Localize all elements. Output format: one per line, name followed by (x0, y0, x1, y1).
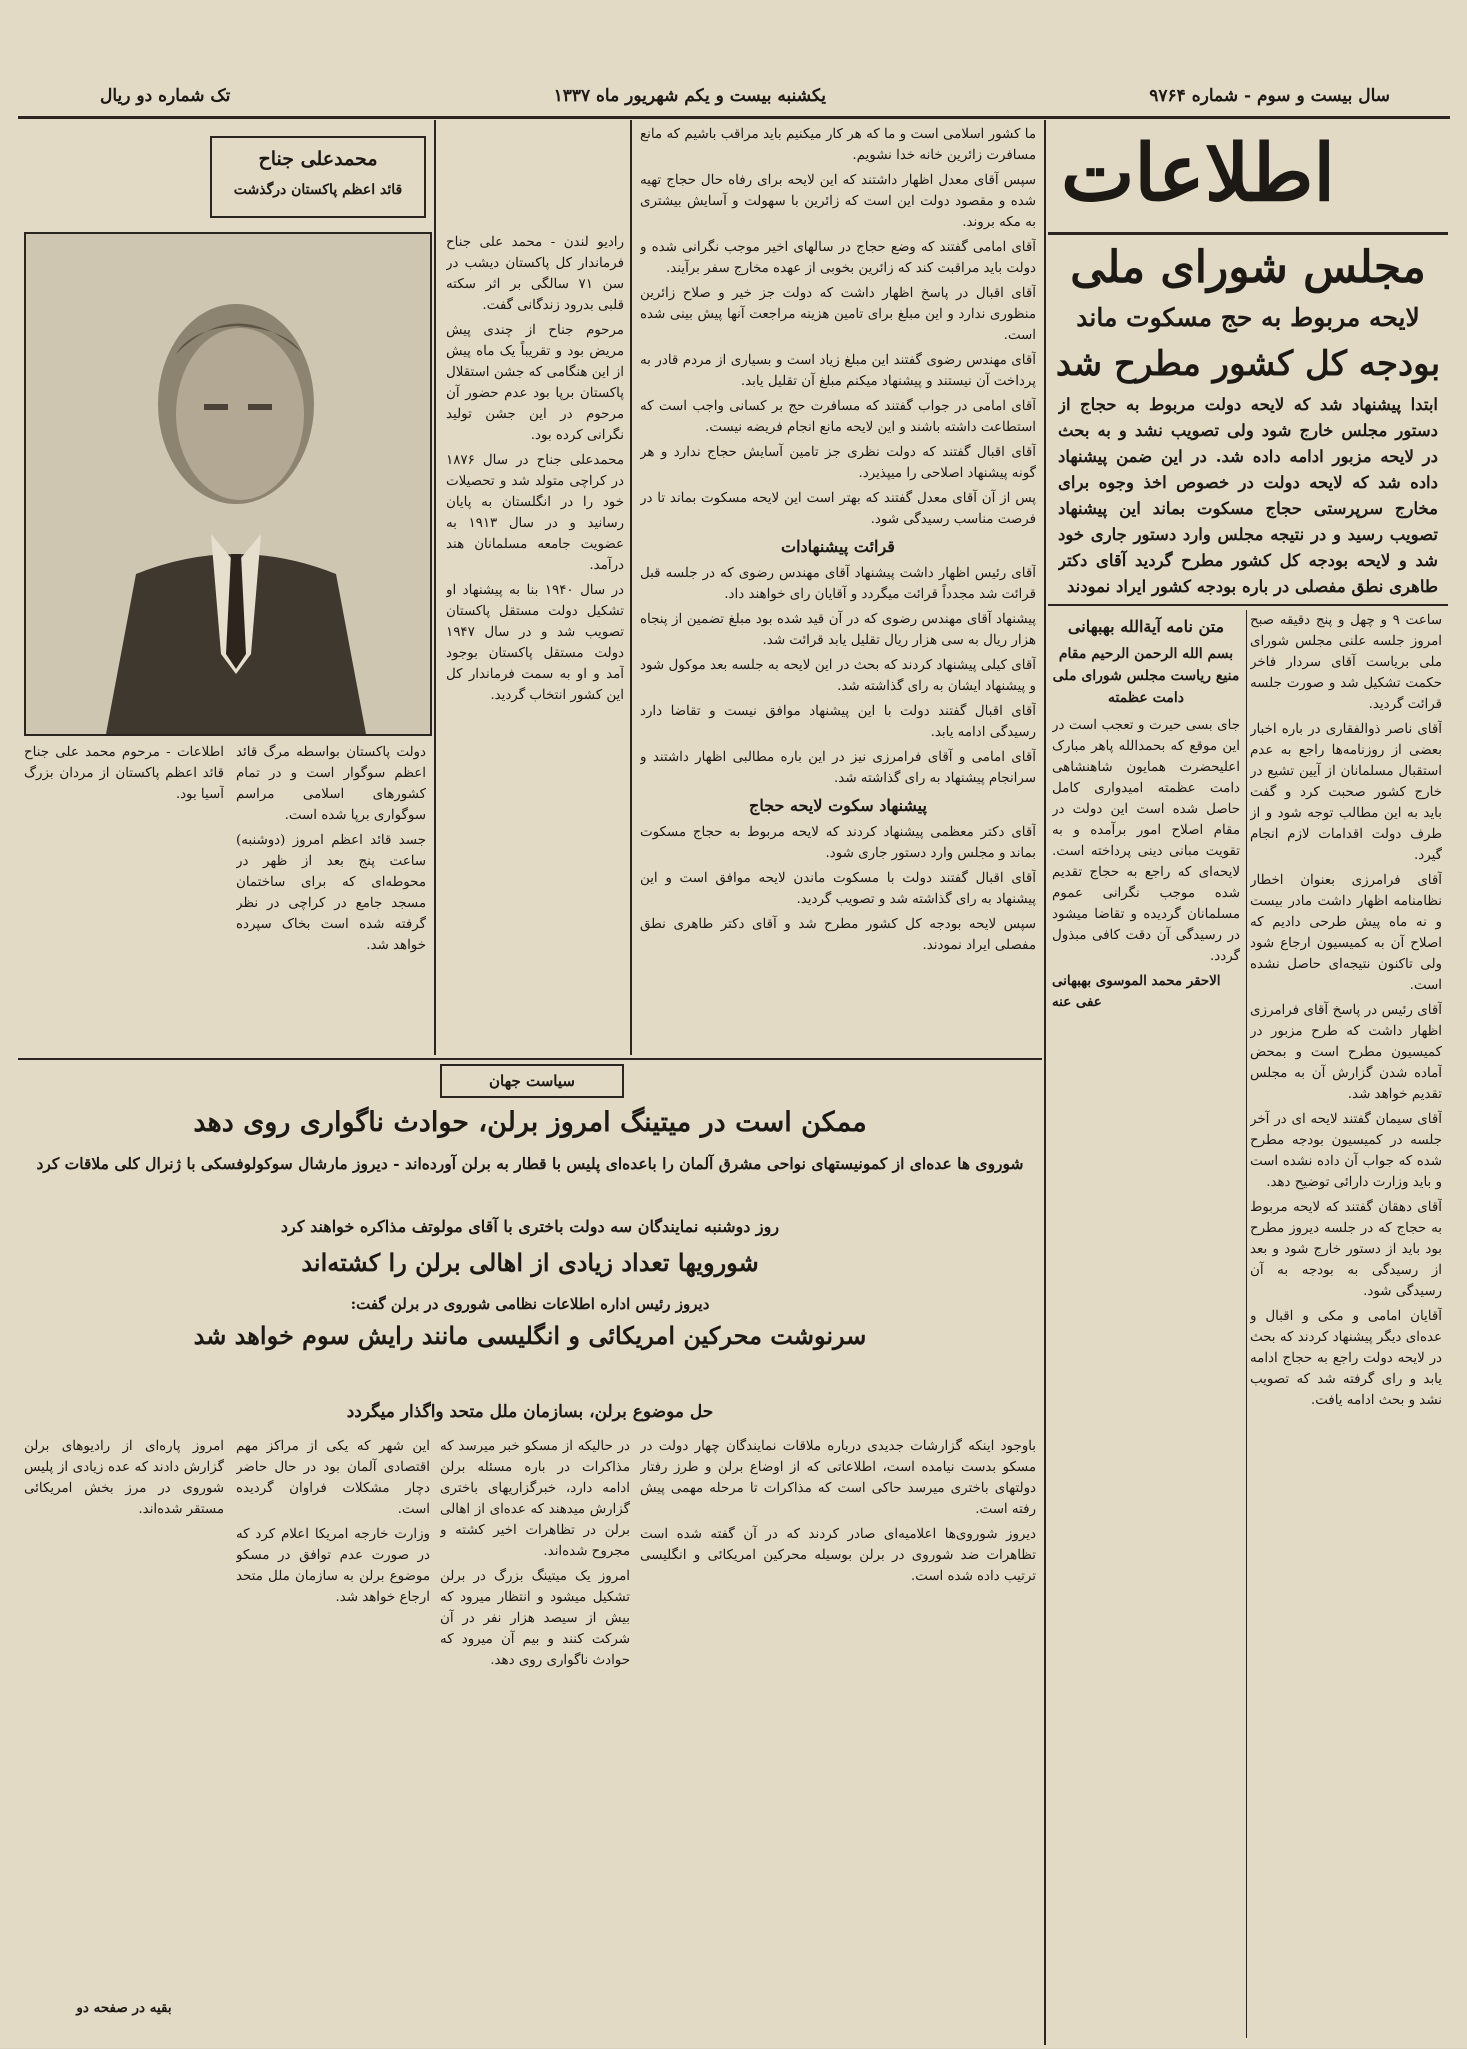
world-column-3 (236, 1436, 430, 2036)
paragraph: آقای دهقان گفتند که لایحه مربوط به حجاج که در جلسه دیروز مطرح بود باید از دستور خارج شود و بعد از رسیدگی به بودجه به آن رسیدگی شود. (1250, 1200, 1442, 1299)
paragraph: آقای اقبال گفتند که دولت نظری جز تامین آسایش حجاج ندارد و هر گونه پیشنهاد اصلاحی را میپذیرد. (640, 445, 1036, 481)
paragraph: آقای اقبال گفتند دولت با این پیشنهاد موافق نیست و تقاضا دارد رسیدگی ادامه یابد. (640, 704, 1036, 740)
paragraph: ساعت ۹ و چهل و پنج دقیقه صبح امروز جلسه علنی مجلس شورای ملی بریاست آقای سردار فاخر حکمت تشکیل شد و صورت جلسه قرائت گردید. (1250, 613, 1442, 712)
majlis-lead: ابتدا پیشنهاد شد که لایحه دولت مربوط به حجاج از دستور مجلس خارج شود ولی تصویب نشد و به بحث در لایحه مزبور ادامه داده شد. در این ضمن پیشنهاد داده شد که لایحه دولت در خصوص اخذ وجوه برای مخارج سرپرستی حجاج مسکوت بماند این پیشنهاد تصویب رسید و در نتیجه مجلس وارد دستور جاری خود شد و لایحه بودجه کل کشور مطرح گردید آقای دکتر طاهری نطق مفصلی در باره بودجه کشور ایراد نمودند (1058, 395, 1438, 596)
paragraph: آقای دکتر معظمی پیشنهاد کردند که لایحه مربوط به حجاج مسکوت بماند و مجلس وارد دستور جاری شود. (640, 825, 1036, 861)
continued-note: بقیه در صفحه دو (76, 2000, 172, 2016)
column-rule (434, 120, 436, 1055)
masthead-rule (1048, 232, 1448, 235)
paragraph: آقای کیلی پیشنهاد کردند که بحث در این لایحه به جلسه بعد موکول شود و پیشنهاد ایشان به رای گذاشته شد. (640, 658, 1036, 694)
majlis-column-right (1250, 610, 1442, 2038)
majlis-headline-1: لایحه مربوط به حج مسکوت ماند (1076, 303, 1420, 332)
paragraph: ما کشور اسلامی است و ما که هر کار میکنیم باید مراقب باشیم که مانع مسافرت زائرین خانه خدا نشویم. (640, 127, 1036, 163)
paragraph: امروز یک میتینگ بزرگ در برلن تشکیل میشود و انتظار میرود که بیش از سیصد هزار نفر در آن شرکت کنند و بیم آن میرود که حوادث ناگواری روی دهد. (440, 1569, 630, 1668)
world-column-2 (440, 1436, 630, 2036)
world-column-1 (640, 1436, 1036, 2036)
paragraph: آقای اقبال گفتند دولت با مسکوت ماندن لایحه موافق است و این پیشنهاد به رای گذاشته شد و تصویب گردید. (640, 871, 1036, 907)
paragraph: محمدعلی جناح در سال ۱۸۷۶ در کراچی متولد شد و تحصیلات خود را در انگلستان به پایان رسانید و در سال ۱۹۱۳ به عضویت جامعه مسلمانان هند درآمد. (446, 453, 624, 573)
column-rule (1044, 120, 1046, 2045)
issue-date: یکشنبه بیست و یکم شهریور ماه ۱۳۳۷ (553, 86, 827, 106)
paragraph: در حالیکه از مسکو خبر میرسد که مذاکرات در باره مسئله برلن ادامه دارد، خبرگزاریهای باختری گزارش میدهند که عده‌ای از اهالی برلن در تظاهرات اخیر کشته و مجروح شده‌اند. (440, 1439, 630, 1559)
column-rule (630, 120, 632, 1055)
paragraph: آقای فرامرزی بعنوان اخطار نظامنامه اظهار داشت مادر بیست و نه ماه پیش طرحی دادیم که اصلاح آن به کمیسیون ارجاع شود ولی تاکنون نتیجه‌ای حاصل نشده است. (1250, 873, 1442, 993)
paragraph: آقایان امامی و مکی و اقبال و عده‌ای دیگر پیشنهاد کردند که بحث در لایحه دولت راجع به حجاج ادامه یابد و رای گرفته شد که تصویب نشد و بحث ادامه یافت. (1250, 1309, 1442, 1408)
obituary-column-right (446, 232, 624, 1042)
lead-rule (1048, 604, 1448, 606)
world-headline-3: روز دوشنبه نمایندگان سه دولت باختری با آقای مولوتف مذاکره خواهند کرد (280, 1217, 780, 1236)
issue-header (100, 78, 1390, 114)
paragraph: جسد قائد اعظم امروز (دوشنبه) ساعت پنج بعد از ظهر در محوطه‌ای که برای ساختمان مسجد جامع در کراچی در نظر گرفته شده است بخاک سپرده خواهد شد. (236, 833, 426, 953)
obituary-title: محمدعلی جناح (258, 148, 378, 170)
obituary-subtitle: قائد اعظم پاکستان درگذشت (233, 182, 403, 198)
paragraph: سپس لایحه بودجه کل کشور مطرح شد و آقای دکتر طاهری نطق مفصلی ایراد نمودند. (640, 917, 1036, 953)
paragraph: اطلاعات - مرحوم محمد علی جناح قائد اعظم پاکستان از مردان بزرگ آسیا بود. (24, 745, 224, 802)
letter-salutation: بسم الله الرحمن الرحیم مقام منیع ریاست مجلس شورای ملی دامت عظمته (1052, 646, 1240, 706)
letter-body: جای بسی حیرت و تعجب است در این موقع که بحمدالله پاهر مبارک اعلیحضرت همایون شاهنشاهی دامت عظمته امیدواری کامل حاصل شده است این دولت در مقام اصلاح امور برآمده و به تقویت مبانی دینی پرداخته است. لایحه‌ای که راجع به حجاج تقدیم شده موجب نگرانی عموم مسلمانان گردیده و تقاضا میشود در رسیدگی آن دقت کافی مبذول گردد. (1052, 718, 1240, 964)
world-headline-1: ممکن است در میتینگ امروز برلن، حوادث ناگواری روی دهد (193, 1107, 867, 1138)
subhead-hajj: پیشنهاد سکوت لایحه حجاج (749, 796, 927, 815)
section-label: سیاست جهان (440, 1064, 624, 1098)
paragraph: دیروز شوروی‌ها اعلامیه‌ای صادر کردند که در آن گفته شده است تظاهرات ضد شوروی در برلن بوسیله محرکین امریکائی و انگلیسی ترتیب داده شده است. (640, 1527, 1036, 1584)
issue-number: سال بیست و سوم - شماره ۹۷۶۴ (1149, 86, 1390, 106)
world-headline-2: شوروی ها عده‌ای از کمونیستهای نواحی مشرق آلمان را باعده‌ای پلیس با قطار به برلن آورده‌اند - دیروز مارشال سوکولوفسکی با ژنرال کلی ملاقات کرد (36, 1154, 1024, 1173)
paragraph: این شهر که یکی از مراکز مهم اقتصادی آلمان بود در حال حاضر دچار مشکلات فراوان گردیده است. (236, 1439, 430, 1517)
issue-price: تک شماره دو ریال (100, 86, 231, 106)
subhead-proposals: قرائت پیشنهادات (781, 537, 895, 556)
paragraph: آقای سیمان گفتند لایحه ای در آخر جلسه در کمیسیون بودجه مطرح شده که جواب آن داده نشده است و باید وزارت دارائی توضیح دهد. (1250, 1112, 1442, 1190)
majlis-column-left (1052, 610, 1240, 2038)
paragraph: آقای رئیس اظهار داشت پیشنهاد آقای مهندس رضوی که در جلسه قبل قرائت شد مجدداً قرائت میگردد و آقایان رای خواهند داد. (640, 566, 1036, 602)
paragraph: آقای ناصر ذوالفقاری در باره اخبار بعضی از روزنامه‌ها راجع به عدم استقبال مسلمانان از آیین تشیع در خارج کشور صحبت کرد و گفت باید به این مطالب توجه شود و از طرف دولت اقدامات لازم انجام گیرد. (1250, 722, 1442, 863)
letter-signature: الاحقر محمد الموسوی بهبهانی عفی عنه (1052, 973, 1221, 1010)
portrait-image (26, 234, 430, 734)
world-quote: سرنوشت محرکین امریکائی و انگلیسی مانند رایش سوم خواهد شد (193, 1321, 867, 1350)
world-quote-lead: دیروز رئیس اداره اطلاعات نظامی شوروی در برلن گفت: (350, 1295, 710, 1313)
paragraph: پس از آن آقای معدل گفتند که بهتر است این لایحه مسکوت بماند تا در فرصت مناسب رسیدگی شود. (640, 491, 1036, 527)
world-headline-4: شورویها تعداد زیادی از اهالی برلن را کشته‌اند (301, 1248, 759, 1277)
column-rule (1246, 610, 1247, 2038)
paragraph: باوجود اینکه گزارشات جدیدی درباره ملاقات نمایندگان چهار دولت در مسکو بدست نیامده است، اطلاعاتی که از اوضاع برلن و طرز رفتار دولتهای باختری میرسد حاکی است که مذاکرات تا مرحله مهمی پیش رفته است. (640, 1439, 1036, 1517)
obituary-title-box (210, 136, 426, 218)
masthead-logo: اطلاعات (1060, 127, 1336, 219)
paragraph: مرحوم جناح از چندی پیش مریض بود و تقریباً یک ماه پیش از این هنگامی که جشن استقلال پاکستان برپا بود عدم حضور آن مرحوم در این جشن تولید نگرانی کرده بود. (446, 323, 624, 443)
paragraph: آقای رئیس در پاسخ آقای فرامرزی اظهار داشت که طرح مزبور در کمیسیون مطرح است و بمحض آماده شدن گزارش آن به مجلس تقدیم خواهد شد. (1250, 1003, 1442, 1102)
majlis-kicker: مجلس شورای ملی (1070, 242, 1426, 293)
paragraph: آقای امامی در جواب گفتند که مسافرت حج بر کسانی واجب است که استطاعت داشته باشند و این لایحه مانع انجام فریضه نیست. (640, 399, 1036, 435)
paragraph: در سال ۱۹۴۰ بنا به پیشنهاد او تشکیل دولت مستقل پاکستان تصویب شد و در سال ۱۹۴۷ دولت مستقل پاکستان بوجود آمد و او به سمت فرماندار کل این کشور انتخاب گردید. (446, 583, 624, 703)
paragraph: رادیو لندن - محمد علی جناح فرماندار کل پاکستان دیشب در سن ۷۱ سالگی بر اثر سکته قلبی بدرود زندگانی گفت. (446, 235, 624, 313)
paragraph: آقای امامی گفتند که وضع حجاج در سالهای اخیر موجب نگرانی شده و دولت باید مراقبت کند که زائرین بخوبی از عهده مخارج سفر برآیند. (640, 240, 1036, 276)
jinnah-portrait (24, 232, 432, 736)
obituary-column-middle (236, 742, 426, 1052)
world-column-4 (24, 1436, 224, 1996)
paragraph: آقای اقبال در پاسخ اظهار داشت که دولت جز خیر و صلاح زائرین منظوری ندارد و این مبلغ برای تامین هزینه مراجعت آنها پیش بینی شده است. (640, 286, 1036, 343)
letter-title: متن نامه آیة‌الله بهبهانی (1067, 617, 1225, 636)
paragraph: پیشنهاد آقای مهندس رضوی که در آن قید شده بود مبلغ تضمین از پنجاه هزار ریال به سی هزار ریال تقلیل یابد قرائت شد. (640, 612, 1036, 648)
paragraph: آقای مهندس رضوی گفتند این مبلغ زیاد است و بسیاری از مردم قادر به پرداخت آن نیستند و پیشنهاد میکنم مبلغ آن تقلیل یابد. (640, 353, 1036, 389)
paragraph: وزارت خارجه امریکا اعلام کرد که در صورت عدم توافق در مسکو موضوع برلن به سازمان ملل متحد ارجاع خواهد شد. (236, 1527, 430, 1605)
paragraph: سپس آقای معدل اظهار داشتند که این لایحه برای رفاه حال حجاج تهیه شده و مقصود دولت این است که زائرین با سهولت و آسایش بیشتری به مکه بروند. (640, 173, 1036, 230)
paragraph: امروز پاره‌ای از رادیوهای برلن گزارش دادند که عده زیادی از پلیس شوروی در مرز بخش امریکائی مستقر شده‌اند. (24, 1439, 224, 1517)
majlis-headline-2: بودجه کل کشور مطرح شد (1055, 344, 1441, 384)
world-subhead: حل موضوع برلن، بسازمان ملل متحد واگذار میگردد (346, 1402, 714, 1422)
paragraph: دولت پاکستان بواسطه مرگ قائد اعظم سوگوار است و در تمام کشورهای اسلامی مراسم سوگواری برپا شده است. (236, 745, 426, 823)
paragraph: آقای امامی و آقای فرامرزی نیز در این باره مطالبی اظهار داشتند و سرانجام پیشنهاد به رای گذاشته شد. (640, 750, 1036, 786)
obituary-column-left (24, 742, 224, 1052)
